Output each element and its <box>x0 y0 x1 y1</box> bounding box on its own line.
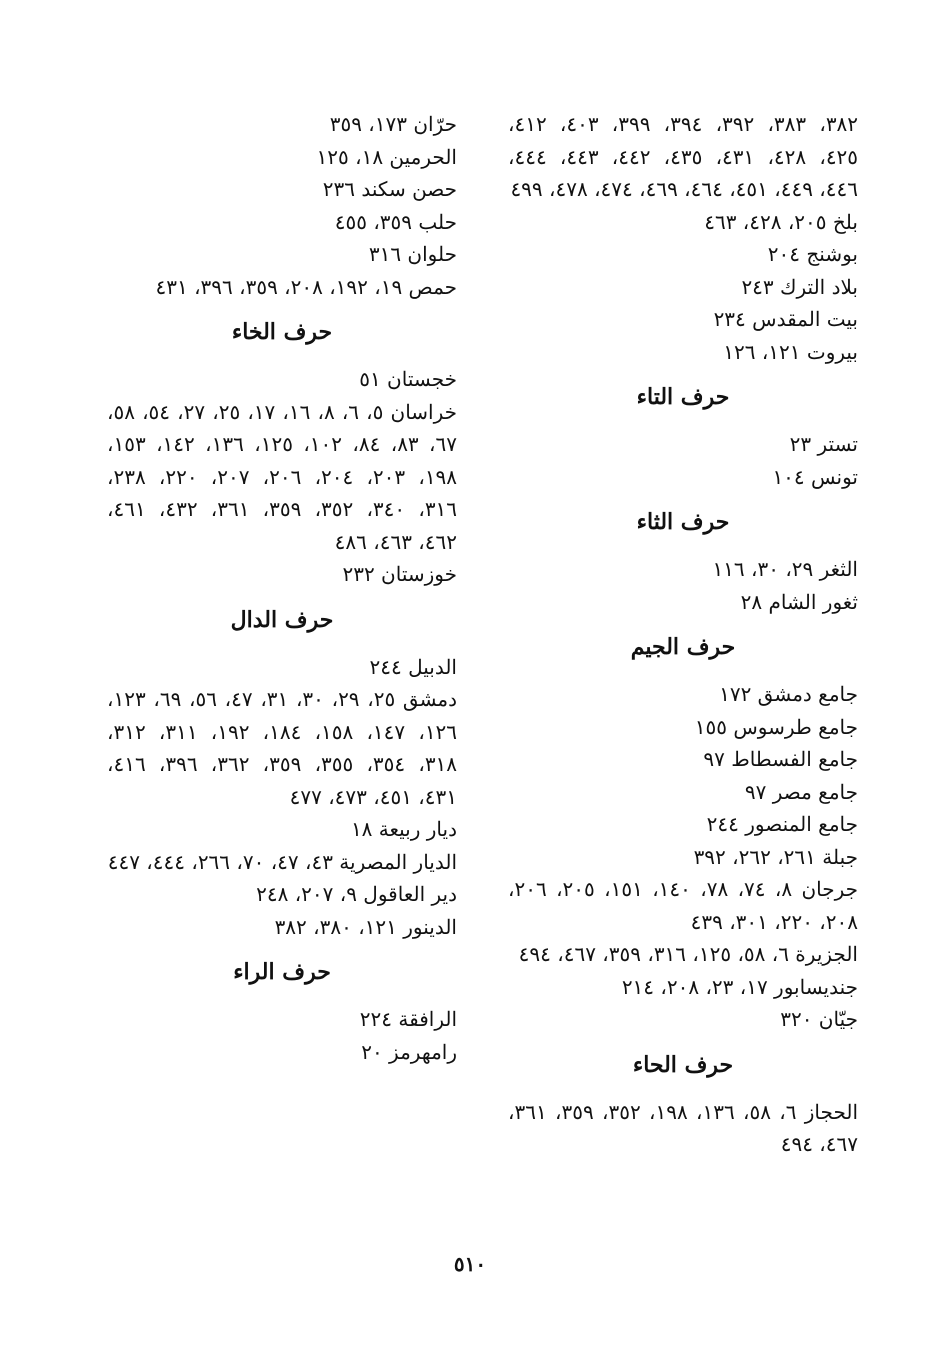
index-entry: الرافقة ٢٢٤ <box>359 1007 457 1031</box>
section-heading: حرف الحاء <box>632 1051 734 1078</box>
index-entry: الثغر ٢٩، ٣٠، ١١٦ <box>712 557 858 581</box>
index-entry: بيت المقدس ٢٣٤ <box>713 307 858 331</box>
index-entry: بلاد الترك ٢٤٣ <box>741 274 858 299</box>
index-entry: الديار المصرية ٤٣، ٤٧، ٧٠، ٢٦٦، ٤٤٤، ٤٤٧ <box>107 849 457 874</box>
index-entry: بوشنج ٢٠٤ <box>767 242 858 266</box>
index-entry: خراسان ٥، ٦، ٨، ١٦، ١٧، ٢٥، ٢٧، ٥٤، ٥٨، ٦٧، ٨٣، ٨٤، ١٠٢، ١٢٥، ١٣٦، ١٤٢، ١٥٣، ١٩٨، ٢٠٣، ٢٠٤، ٢٠٦، ٢٠٧، ٢٢٠، ٢٣٨، ٣١٦، ٣٤٠، ٣٥٢، ٣٥٩، ٣٦١، ٤٣٢، ٤٦١، ٤٦٢، ٤٦٣، ٤٨٦ <box>107 399 458 554</box>
index-entry: جامع الفسطاط ٩٧ <box>703 747 858 771</box>
index-entry: الحجاز ٦، ٥٨، ١٣٦، ١٩٨، ٣٥٢، ٣٥٩، ٣٦١، ٤٦٧، ٤٩٤ <box>508 1099 858 1156</box>
index-entry: رامهرمز ٢٠ <box>361 1039 457 1064</box>
index-entry: جيّان ٣٢٠ <box>780 1007 858 1031</box>
section-heading: حرف الجيم <box>630 634 736 660</box>
index-entry: خوزستان ٢٣٢ <box>342 562 457 586</box>
index-entry: ديار ربيعة ١٨ <box>350 817 457 841</box>
index-entry: الجزيرة ٦، ٥٨، ١٢٥، ٣١٦، ٣٥٩، ٤٦٧، ٤٩٤ <box>518 942 858 966</box>
section-heading: حرف التاء <box>636 384 730 410</box>
index-entry: حلب ٣٥٩، ٤٥٥ <box>334 209 457 234</box>
index-entry: جرجان ٨، ٧٤، ٧٨، ١٤٠، ١٥١، ٢٠٥، ٢٠٦، ٢٠٨، ٢٢٠، ٣٠١، ٤٣٩ <box>508 877 859 934</box>
index-entry: تونس ١٠٤ <box>772 464 858 489</box>
index-entry: الحرمين ١٨، ١٢٥ <box>316 144 457 169</box>
index-entry: جنديسابور ١٧، ٢٣، ٢٠٨، ٢١٤ <box>621 974 858 999</box>
index-entry: بيروت ١٢١، ١٢٦ <box>723 339 858 364</box>
section-heading: حرف الدال <box>230 606 334 633</box>
index-entry: دير العاقول ٩، ٢٠٧، ٢٤٨ <box>256 882 457 906</box>
left-column <box>107 108 457 1068</box>
right-column <box>508 108 858 1161</box>
index-entry: ثغور الشام ٢٨ <box>740 589 858 614</box>
index-entry: جامع دمشق ١٧٢ <box>719 682 858 706</box>
index-entry: حرّان ١٧٣، ٣٥٩ <box>329 112 457 136</box>
section-heading: حرف الثاء <box>636 509 730 535</box>
index-entry: حمص ١٩، ١٩٢، ٢٠٨، ٣٥٩، ٣٩٦، ٤٣١ <box>155 274 457 299</box>
index-entry: خجستان ٥١ <box>359 367 457 391</box>
index-entry: جامع المنصور ٢٤٤ <box>706 812 858 836</box>
index-entry: الدبيل ٢٤٤ <box>369 654 457 679</box>
section-heading: حرف الخاء <box>231 319 333 345</box>
index-entry: ٣٨٢، ٣٨٣، ٣٩٢، ٣٩٤، ٣٩٩، ٤٠٣، ٤١٢، ٤٢٥، ٤٢٨، ٤٣١، ٤٣٥، ٤٤٢، ٤٤٣، ٤٤٤، ٤٤٦، ٤٤٩، ٤٥١، ٤٦٤، ٤٦٩، ٤٧٤، ٤٧٨، ٤٩٩ <box>508 112 859 201</box>
index-entry: حلوان ٣١٦ <box>368 242 457 266</box>
index-entry: حصن سكند ٢٣٦ <box>322 177 457 201</box>
index-entry: جامع مصر ٩٧ <box>744 779 858 804</box>
index-entry: دمشق ٢٥، ٢٩، ٣٠، ٣١، ٤٧، ٥٦، ٦٩، ١٢٣، ١٢٦، ١٤٧، ١٥٨، ١٨٤، ١٩٢، ٣١١، ٣١٢، ٣١٨، ٣٥٤، ٣٥٥، ٣٥٩، ٣٦٢، ٣٩٦، ٤١٦، ٤٣١، ٤٥١، ٤٧٣، ٤٧٧ <box>107 687 458 809</box>
index-entry: جبلة ٢٦١، ٢٦٢، ٣٩٢ <box>693 844 858 869</box>
page-number: ٥١٠ <box>453 1252 487 1276</box>
section-heading: حرف الراء <box>233 959 331 985</box>
index-entry: جامع طرسوس ١٥٥ <box>694 714 858 739</box>
index-entry: بلخ ٢٠٥، ٤٢٨، ٤٦٣ <box>704 209 858 234</box>
index-entry: تستر ٢٣ <box>789 432 858 456</box>
index-entry: الدينور ١٢١، ٣٨٠، ٣٨٢ <box>274 914 457 939</box>
